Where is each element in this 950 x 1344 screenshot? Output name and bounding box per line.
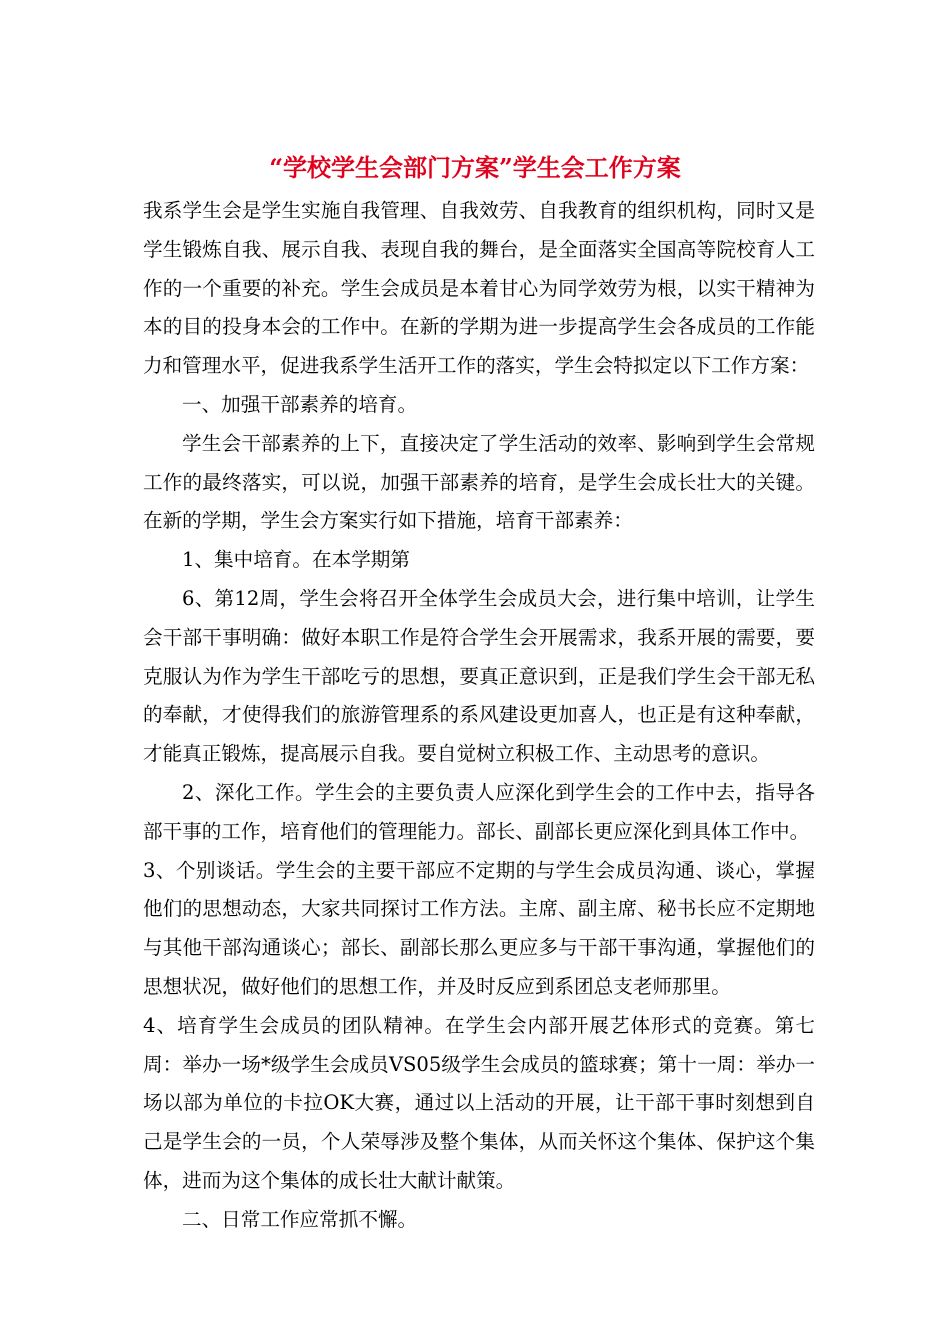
paragraph: 6、第12周，学生会将召开全体学生会成员大会，进行集中培训，让学生会干部干事明确：做好本职工作是符合学生会开展需求，我系开展的需要，要克服认为作为学生干部吃亏的思想，要真正意识到，正是我们学生会干部无私的奉献，才使得我们的旅游管理系的系风建设更加喜人，也正是有这种奉献，才能真正锻炼，提高展示自我。要自觉树立积极工作、主动思考的意识。 — [143, 586, 815, 766]
document-title: “学校学生会部门方案”学生会工作方案 — [269, 153, 681, 182]
list-item: 2、深化工作。学生会的主要负责人应深化到学生会的工作中去，指导各部干事的工作，培育他们的管理能力。部长、副部长更应深化到具体工作中。 — [143, 780, 815, 843]
list-item: 1、集中培育。在本学期第 — [182, 548, 410, 572]
list-item: 3、个别谈话。学生会的主要干部应不定期的与学生会成员沟通、谈心，掌握他们的思想动态，大家共同探讨工作方法。主席、副主席、秘书长应不定期地与其他干部沟通谈心；部长、副部长那么更应多与干部干事沟通，掌握他们的思想状况，做好他们的思想工作，并及时反应到系团总支老师那里。 — [143, 858, 815, 998]
section-heading: 二、日常工作应常抓不懈。 — [182, 1207, 418, 1231]
paragraph: 学生会干部素养的上下，直接决定了学生活动的效率、影响到学生会常规工作的最终落实，可以说，加强干部素养的培育，是学生会成长壮大的关键。在新的学期，学生会方案实行如下措施，培育干部素养： — [143, 431, 815, 533]
paragraph: 我系学生会是学生实施自我管理、自我效劳、自我教育的组织机构，同时又是学生锻炼自我、展示自我、表现自我的舞台，是全面落实全国高等院校育人工作的一个重要的补充。学生会成员是本着甘心为同学效劳为根，以实干精神为本的目的投身本会的工作中。在新的学期为进一步提高学生会各成员的工作能力和管理水平，促进我系学生活开工作的落实，学生会特拟定以下工作方案： — [143, 199, 815, 378]
list-item: 4、培育学生会成员的团队精神。在学生会内部开展艺体形式的竞赛。第七周：举办一场*级学生会成员VS05级学生会成员的篮球赛；第十一周：举办一场以部为单位的卡拉OK大赛，通过以上活动的开展，让干部干事时刻想到自己是学生会的一员，个人荣辱涉及整个集体，从而关怀这个集体、保护这个集体，进而为这个集体的成长壮大献计献策。 — [143, 1013, 815, 1192]
document-body — [143, 192, 815, 1240]
section-heading: 一、加强干部素养的培育。 — [182, 392, 418, 416]
